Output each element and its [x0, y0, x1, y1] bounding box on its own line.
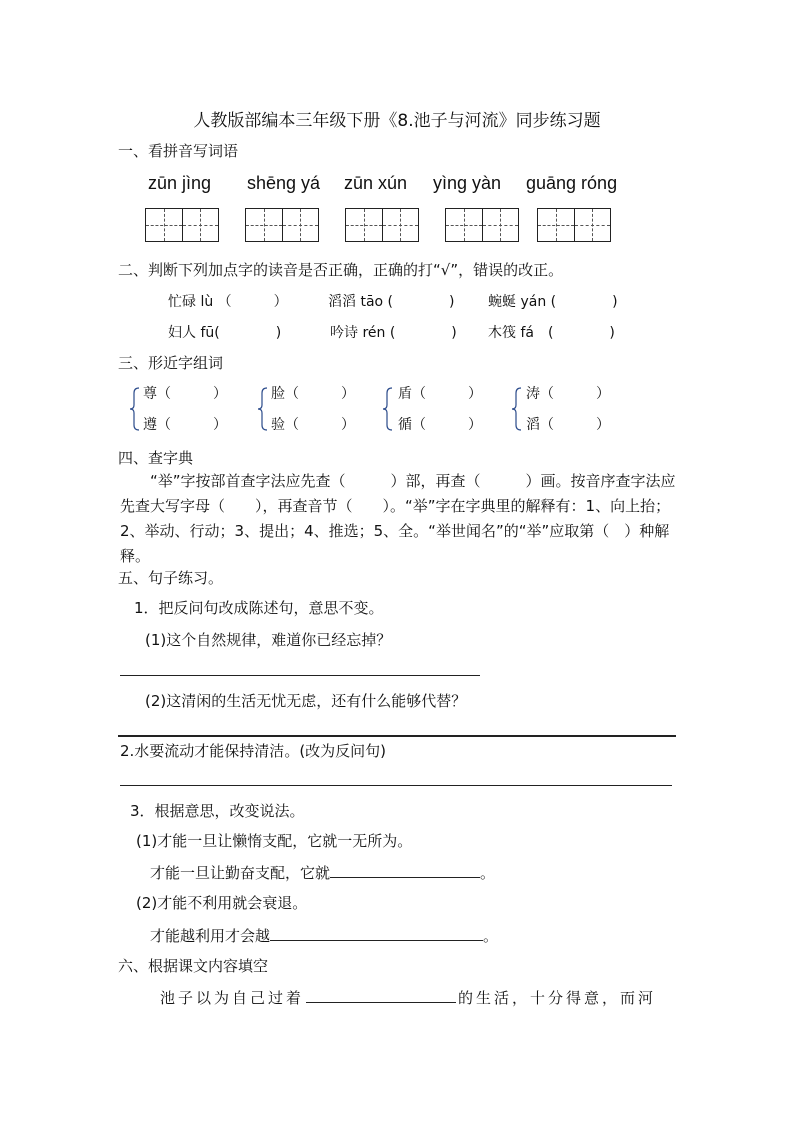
writing-grid[interactable] — [345, 208, 419, 242]
pronunciation-item: 滔滔 tāo ( ) — [328, 294, 455, 310]
writing-grid[interactable] — [245, 208, 319, 242]
brace-icon — [512, 387, 522, 431]
pronunciation-item: 忙碌 lù （ ） — [168, 294, 288, 310]
brace-icon — [383, 387, 393, 431]
answer-3b — [150, 924, 498, 946]
word-item: 涛（ ） — [526, 386, 610, 402]
word-item: 滔（ ） — [526, 417, 610, 433]
writing-grid[interactable] — [145, 208, 219, 242]
pinyin-4: yìng yàn — [433, 173, 502, 193]
word-item: 脸（ ） — [271, 386, 355, 402]
dictionary-paragraph: “举”字按部首查字法应先查（ ）部，再查（ ）画。按音序查字法应先查大写字母（ ），再查音节（ ）。“举”字在字典里的解释有：1、向上抬；2、举动、行动；3、提出；4、推选；5、全。“举世闻名”的“举”应取第（ ）种解释。 — [120, 472, 676, 565]
section-6-heading: 六、根据课文内容填空 — [118, 957, 269, 975]
question-1a: (1)这个自然规律，难道你已经忘掉？ — [145, 631, 392, 649]
section-4-heading: 四、查字典 — [118, 449, 194, 467]
brace-icon — [130, 387, 140, 431]
word-item: 盾（ ） — [398, 386, 482, 402]
answer-3b-prefix: 才能越利用才会越 — [150, 927, 271, 945]
question-1: 1．把反问句改成陈述句，意思不变。 — [134, 599, 384, 617]
section-1-heading: 一、看拼音写词语 — [118, 142, 239, 160]
writing-grid[interactable] — [445, 208, 519, 242]
question-3b: (2)才能不利用就会衰退。 — [136, 894, 308, 912]
word-item: 遵（ ） — [143, 417, 227, 433]
pronunciation-item: 蜿蜒 yán ( ) — [488, 294, 618, 310]
word-item: 尊（ ） — [143, 386, 227, 402]
question-2: 2.水要流动才能保持清洁。(改为反问句) — [120, 742, 387, 760]
section-2-heading: 二、判断下列加点字的读音是否正确，正确的打“√”，错误的改正。 — [118, 261, 564, 279]
word-item: 验（ ） — [271, 417, 355, 433]
fill-suffix: 的生活，十分得意，而河 — [458, 989, 657, 1007]
question-3a: (1)才能一旦让懒惰支配，它就一无所为。 — [136, 832, 413, 850]
answer-3a-suffix: 。 — [480, 864, 496, 882]
fill-blank[interactable] — [270, 924, 483, 941]
answer-3a — [150, 861, 495, 883]
answer-line[interactable] — [118, 735, 676, 737]
pronunciation-item: 妇人 fū( ) — [168, 325, 282, 341]
answer-line[interactable] — [120, 675, 480, 676]
answer-line[interactable] — [120, 785, 672, 786]
question-1b: (2)这清闲的生活无忧无虑，还有什么能够代替？ — [145, 692, 467, 710]
writing-grid[interactable] — [537, 208, 611, 242]
fill-paragraph — [160, 986, 656, 1008]
brace-icon — [258, 387, 268, 431]
fill-prefix: 池子以为自己过着 — [160, 989, 305, 1007]
pinyin-3: zūn xún — [344, 173, 408, 193]
question-3: 3．根据意思，改变说法。 — [130, 802, 305, 820]
pinyin-1: zūn jìng — [148, 173, 212, 193]
section-3-heading: 三、形近字组词 — [118, 354, 224, 372]
pinyin-2: shēng yá — [247, 173, 321, 193]
page-title: 人教版部编本三年级下册《8.池子与河流》同步练习题 — [193, 111, 601, 131]
pinyin-5: guāng róng — [526, 173, 618, 193]
word-item: 循（ ） — [398, 417, 482, 433]
fill-blank[interactable] — [306, 986, 456, 1003]
answer-3b-suffix: 。 — [483, 927, 499, 945]
pronunciation-item: 木筏 fá ( ) — [488, 325, 615, 341]
answer-3a-prefix: 才能一旦让勤奋支配，它就 — [150, 864, 331, 882]
fill-blank[interactable] — [330, 861, 480, 878]
section-5-heading: 五、句子练习。 — [118, 569, 224, 587]
pronunciation-item: 吟诗 rén ( ) — [330, 325, 457, 341]
